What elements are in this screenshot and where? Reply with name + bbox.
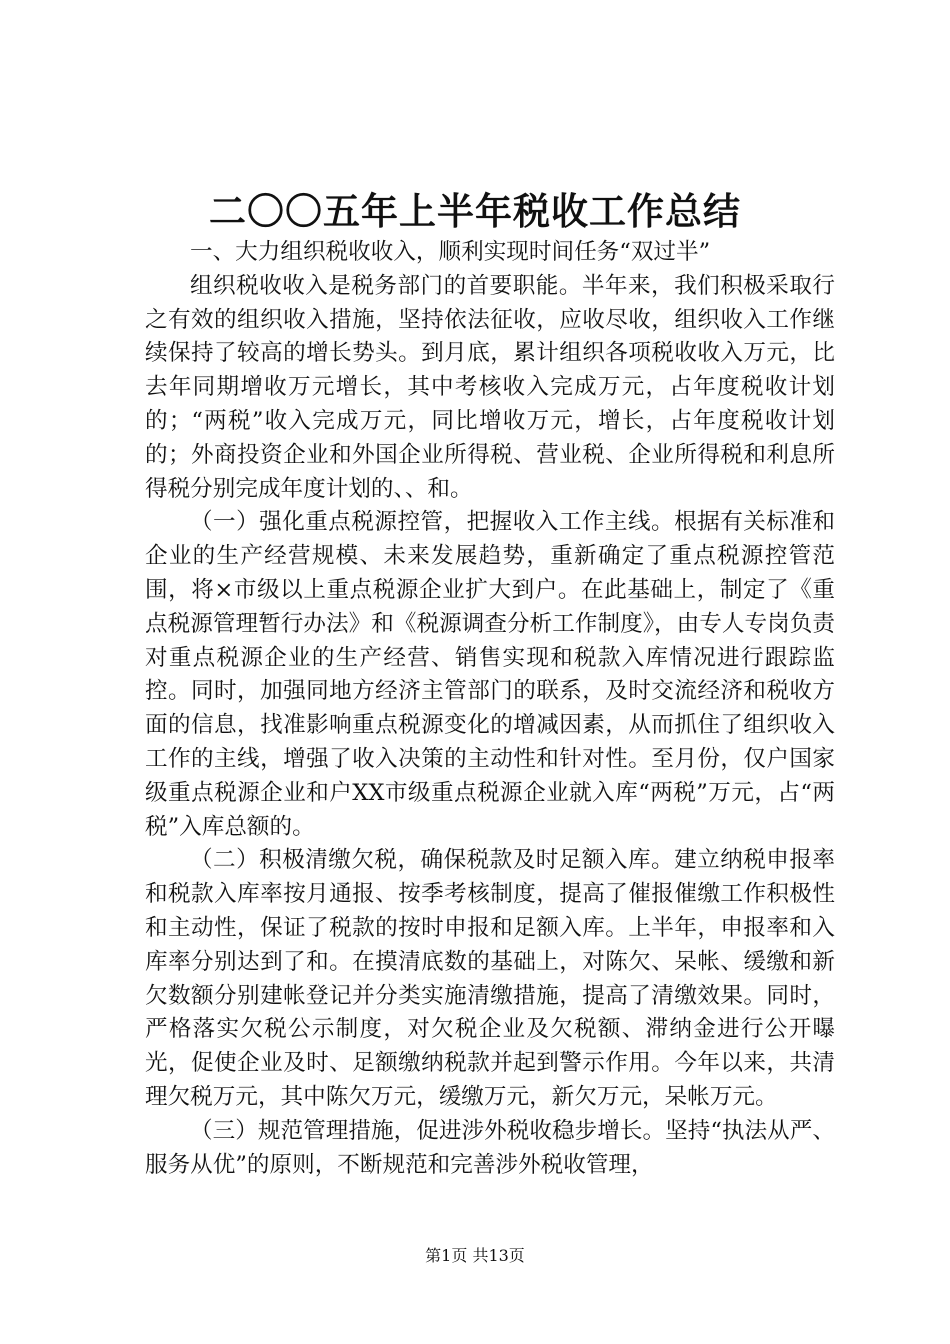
body-paragraph: 组织税收收入是税务部门的首要职能。半年来，我们积极采取行之有效的组织收入措施，坚持依法征收，应收尽收，组织收入工作继续保持了较高的增长势头。到月底，累计组织各项税收收入万元，比去年同期增收万元增长，其中考核收入完成万元，占年度税收计划的；“两税”收入完成万元，同比增收万元，增长，占年度税收计划的；外商投资企业和外国企业所得税、营业税、企业所得税和利息所得税分别完成年度计划的、、和。 — [145, 272, 835, 502]
page-footer: 第1页 共13页 — [425, 1246, 525, 1265]
body-paragraph: （三）规范管理措施，促进涉外税收稳步增长。坚持“执法从严、服务从优”的原则，不断规范和完善涉外税收管理， — [145, 1117, 835, 1178]
document-body — [145, 236, 835, 1182]
section-heading: 一、大力组织税收收入，顺利实现时间任务“双过半” — [190, 239, 711, 265]
body-paragraph: （一）强化重点税源控管，把握收入工作主线。根据有关标准和企业的生产经营规模、未来发展趋势，重新确定了重点税源控管范围，将×市级以上重点税源企业扩大到户。在此基础上，制定了《重点税源管理暂行办法》和《税源调查分析工作制度》，由专人专岗负责对重点税源企业的生产经营、销售实现和税款入库情况进行跟踪监控。同时，加强同地方经济主管部门的联系，及时交流经济和税收方面的信息，找准影响重点税源变化的增减因素，从而抓住了组织收入工作的主线，增强了收入决策的主动性和针对性。至月份，仅户国家级重点税源企业和户XX市级重点税源企业就入库“两税”万元，占“两税”入库总额的。 — [145, 509, 835, 840]
document-title: 二〇〇五年上半年税收工作总结 — [209, 189, 741, 233]
body-paragraph: （二）积极清缴欠税，确保税款及时足额入库。建立纳税申报率和税款入库率按月通报、按季考核制度，提高了催报催缴工作积极性和主动性，保证了税款的按时申报和足额入库。上半年，申报率和入库率分别达到了和。在摸清底数的基础上，对陈欠、呆帐、缓缴和新欠数额分别建帐登记并分类实施清缴措施，提高了清缴效果。同时，严格落实欠税公示制度，对欠税企业及欠税额、滞纳金进行公开曝光，促使企业及时、足额缴纳税款并起到警示作用。今年以来，共清理欠税万元，其中陈欠万元，缓缴万元，新欠万元，呆帐万元。 — [145, 847, 835, 1110]
